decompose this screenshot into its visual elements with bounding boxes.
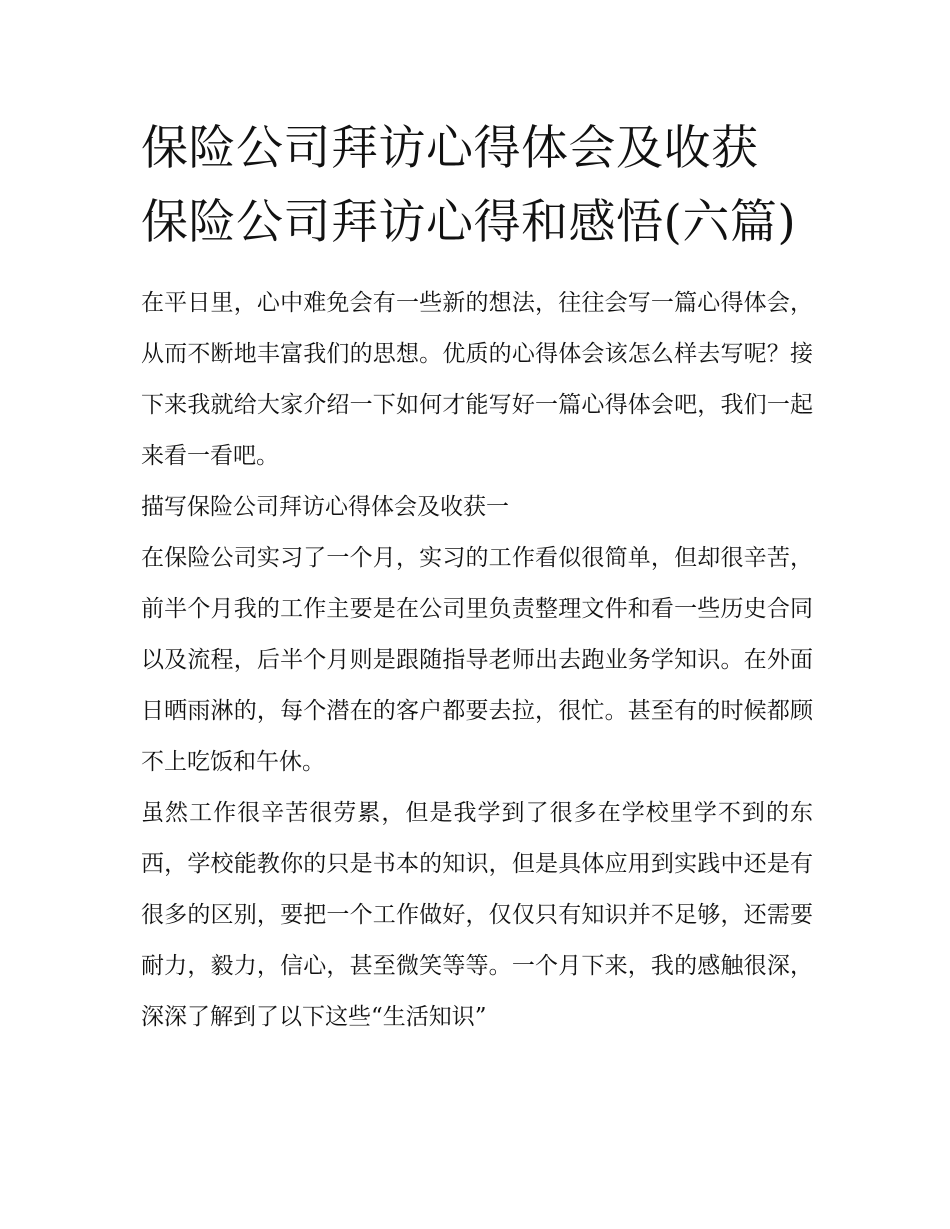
section-heading: 描写保险公司拜访心得体会及收获一 — [141, 494, 509, 520]
intro-paragraph: 在平日里，心中难免会有一些新的想法，往往会写一篇心得体会，从而不断地丰富我们的思想。优质的心得体会该怎么样去写呢？接下来我就给大家介绍一下如何才能写好一篇心得体会吧，我们一起来看一看吧。 — [141, 290, 813, 469]
body-paragraph: 在保险公司实习了一个月，实习的工作看似很简单，但却很辛苦，前半个月我的工作主要是在公司里负责整理文件和看一些历史合同以及流程，后半个月则是跟随指导老师出去跑业务学知识。在外面日晒雨淋的，每个潜在的客户都要去拉，很忙。甚至有的时候都顾不上吃饭和午休。 — [141, 545, 813, 775]
body-paragraph: 虽然工作很辛苦很劳累，但是我学到了很多在学校里学不到的东西，学校能教你的只是书本的知识，但是具体应用到实践中还是有很多的区别，要把一个工作做好，仅仅只有知识并不足够，还需要耐力，毅力，信心，甚至微笑等等。一个月下来，我的感触很深，深深了解到了以下这些“生活知识” — [141, 800, 813, 1030]
document-title: 保险公司拜访心得体会及收获 保险公司拜访心得和感悟(六篇) — [141, 121, 797, 250]
document-body — [141, 112, 813, 1043]
